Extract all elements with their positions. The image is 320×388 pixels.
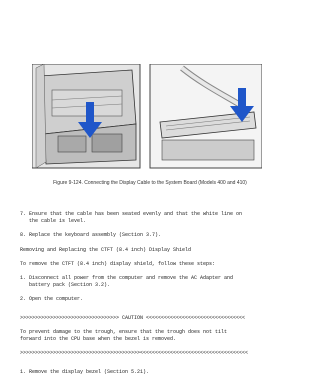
section-title: Removing and Replacing the CTFT (8.4 inch) Display Shield: [20, 247, 192, 253]
caution-rule: >>>>>>>>>>>>>>>>>>>>>>>>>>>>>>>>>>>>>>>><<<<<<<<<<<<<<<<<<<<<<<<<<<<<<<<<<<<: [20, 350, 249, 356]
step-remove-bezel: 1. Remove the display bezel (Section 5.21).: [20, 369, 150, 375]
step-8: 8. Replace the keyboard assembly (Section 3.7).: [20, 232, 162, 238]
step-7-line-1: 7. Ensure that the cable has been seated evenly and that the white line on: [20, 211, 243, 217]
figure: [32, 64, 262, 174]
step-1-line-1: 1. Disconnect all power from the computer and remove the AC Adapter and: [20, 275, 234, 281]
caution-text-line-2: forward into the CPU base when the bezel is removed.: [20, 336, 177, 342]
step-7-line-2: the cable is level.: [20, 218, 87, 224]
section-intro: To remove the CTFT (8.4 inch) display shield, follow these steps:: [20, 261, 216, 267]
caution-banner: >>>>>>>>>>>>>>>>>>>>>>>>>>>>>>>>> CAUTION <<<<<<<<<<<<<<<<<<<<<<<<<<<<<<<<<: [20, 315, 246, 321]
figure-illustration: [32, 64, 262, 174]
caution-text-line-1: To prevent damage to the trough, ensure that the trough does not tilt: [20, 329, 228, 335]
step-2: 2. Open the computer.: [20, 296, 84, 302]
step-1-line-2: battery pack (Section 3.2).: [20, 282, 111, 288]
figure-caption: Figure 9-124. Connecting the Display Cable to the System Board (Models 400 and 410): [53, 180, 247, 186]
